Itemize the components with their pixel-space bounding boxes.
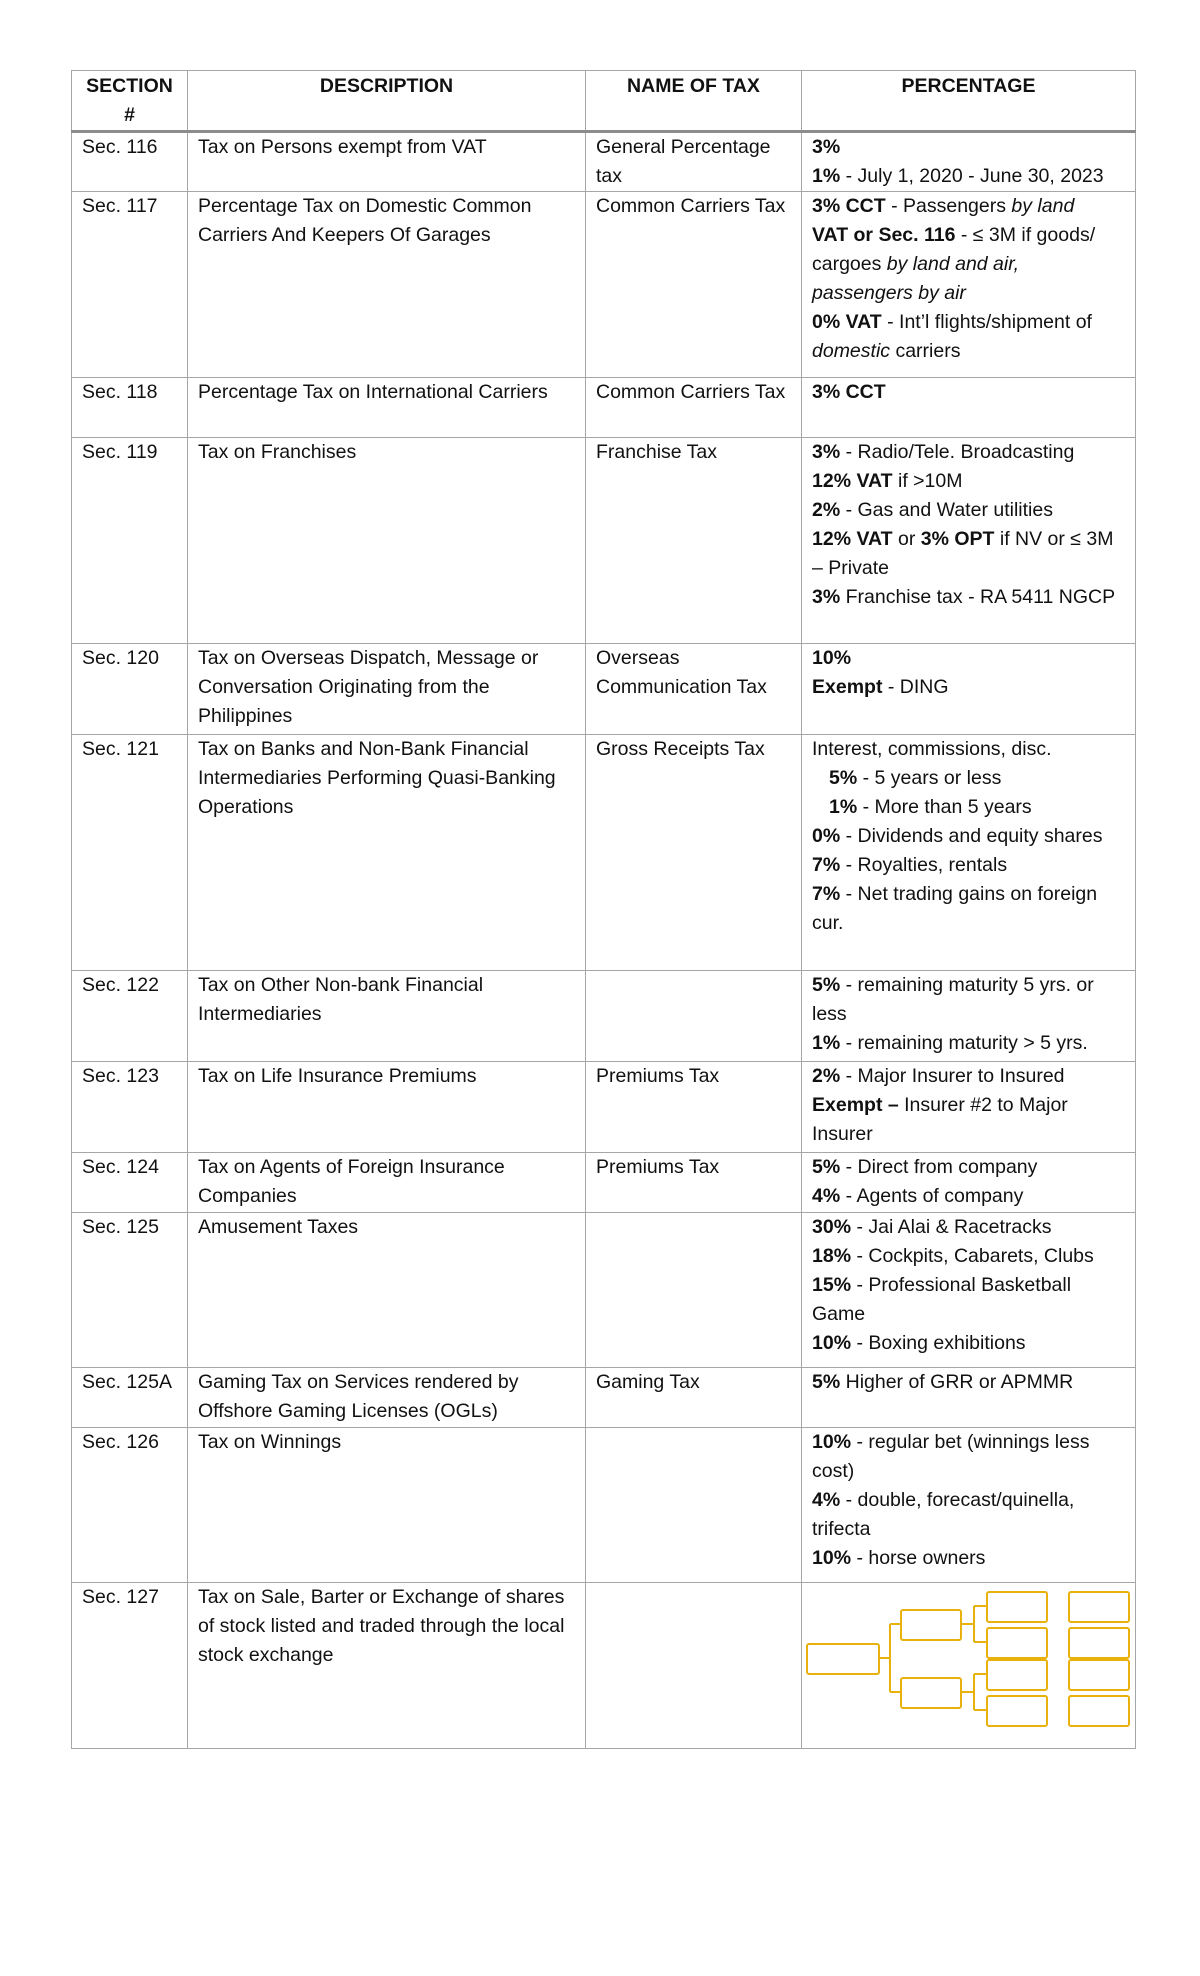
percentage-line (812, 1242, 1125, 1271)
cell-section: Sec. 118 (72, 378, 188, 438)
cell-description: Tax on Persons exempt from VAT (188, 132, 586, 192)
percentage-line (812, 735, 1125, 764)
header-description: DESCRIPTION (188, 71, 586, 132)
percentage-tax-table (71, 70, 1136, 1749)
cell-section: Sec. 126 (72, 1428, 188, 1583)
rate-value: 15% (812, 1274, 852, 1296)
cell-description: Tax on Sale, Barter or Exchange of shares of stock listed and traded through the local stock exchange (188, 1583, 586, 1749)
percentage-line (812, 162, 1125, 191)
rate-text: or (892, 528, 921, 550)
rate-text: - Cockpits, Cabarets, Clubs (851, 1245, 1094, 1267)
cell-percentage (802, 644, 1136, 735)
rate-text: if NV or ≤ 3M – Private (812, 528, 1114, 579)
rate-text: - Passengers (885, 195, 1012, 217)
rate-text: - 5 years or less (857, 767, 1002, 789)
cell-description: Amusement Taxes (188, 1213, 586, 1368)
rate-value: 10% (812, 1332, 852, 1354)
rate-value: 5% (829, 767, 858, 789)
cell-name-of-tax: Gross Receipts Tax (586, 735, 802, 971)
diagram-level1-box (901, 1610, 961, 1640)
cell-description: Tax on Overseas Dispatch, Message or Conversation Originating from the Philippines (188, 644, 586, 735)
diagram-root-box (807, 1644, 879, 1674)
rate-value: 10% (812, 647, 852, 669)
cell-section: Sec. 121 (72, 735, 188, 971)
diagram-level2-box (987, 1660, 1047, 1690)
cell-section: Sec. 124 (72, 1153, 188, 1213)
cell-section: Sec. 123 (72, 1062, 188, 1153)
cell-name-of-tax: Common Carriers Tax (586, 192, 802, 378)
percentage-line (812, 1428, 1125, 1486)
rate-value: 5% (812, 1156, 841, 1178)
cell-description: Gaming Tax on Services rendered by Offshore Gaming Licenses (OGLs) (188, 1368, 586, 1428)
table-row (72, 132, 1136, 192)
cell-percentage (802, 1428, 1136, 1583)
cell-description: Tax on Banks and Non-Bank Financial Intermediaries Performing Quasi-Banking Operations (188, 735, 586, 971)
cell-percentage (802, 1153, 1136, 1213)
rate-value: 12% VAT (812, 528, 893, 550)
cell-percentage (802, 1368, 1136, 1428)
rate-value: 2% (812, 1065, 841, 1087)
rate-value: 1% (812, 165, 841, 187)
rate-value: 3% CCT (812, 195, 886, 217)
cell-name-of-tax: Common Carriers Tax (586, 378, 802, 438)
percentage-line (812, 583, 1125, 612)
rate-text: - ≤ 3M if goods/ cargoes (812, 224, 1096, 275)
percentage-line (812, 1368, 1125, 1397)
cell-percentage (802, 735, 1136, 971)
cell-section: Sec. 120 (72, 644, 188, 735)
rate-text: - Dividends and equity shares (840, 825, 1103, 847)
rate-value: 5% (812, 974, 841, 996)
diagram-connector (960, 1606, 986, 1642)
cell-description: Tax on Life Insurance Premiums (188, 1062, 586, 1153)
rate-text: Insurer #2 to Major Insurer (812, 1094, 1068, 1145)
rate-value: 3% CCT (812, 381, 886, 403)
percentage-line (812, 1153, 1125, 1182)
rate-value: 3% (812, 441, 841, 463)
table-row (72, 378, 1136, 438)
rate-value: 3% (812, 136, 841, 158)
rate-value: 2% (812, 499, 841, 521)
table-row (72, 1062, 1136, 1153)
rate-value: 1% (812, 1032, 841, 1054)
rate-text: - Agents of company (840, 1185, 1024, 1207)
table-body (72, 132, 1136, 1749)
percentage-line (812, 1182, 1125, 1211)
percentage-line (812, 793, 1125, 822)
cell-section: Sec. 125 (72, 1213, 188, 1368)
rate-text: - Net trading gains on foreign cur. (812, 883, 1098, 934)
rate-text: - Major Insurer to Insured (840, 1065, 1065, 1087)
percentage-line (812, 525, 1125, 583)
hierarchy-diagram (806, 1587, 1132, 1737)
rate-text: - Professional Basketball Game (812, 1274, 1072, 1325)
rate-text: - Radio/Tele. Broadcasting (840, 441, 1075, 463)
cell-percentage (802, 971, 1136, 1062)
rate-text: Higher of GRR or APMMR (840, 1371, 1074, 1393)
percentage-line (812, 133, 1125, 162)
rate-text: - Royalties, rentals (840, 854, 1008, 876)
rate-text: by land (1011, 195, 1075, 217)
rate-value: 0% (812, 825, 841, 847)
rate-text: - double, forecast/quinella, trifecta (812, 1489, 1075, 1540)
cell-percentage (802, 1213, 1136, 1368)
percentage-line (812, 971, 1125, 1029)
rate-text: - horse owners (851, 1547, 986, 1569)
cell-percentage (802, 1062, 1136, 1153)
percentage-line (812, 644, 1125, 673)
table-row (72, 1583, 1136, 1749)
percentage-line (812, 1029, 1125, 1058)
rate-value: 3% (812, 586, 841, 608)
diagram-level1-box (901, 1678, 961, 1708)
percentage-line (812, 496, 1125, 525)
cell-name-of-tax: Premiums Tax (586, 1153, 802, 1213)
rate-value: 12% VAT (812, 470, 893, 492)
cell-name-of-tax: Premiums Tax (586, 1062, 802, 1153)
rate-text: if >10M (892, 470, 963, 492)
percentage-line (812, 221, 1125, 308)
cell-section: Sec. 125A (72, 1368, 188, 1428)
header-percentage: PERCENTAGE (802, 71, 1136, 132)
diagram-level2-box (987, 1696, 1047, 1726)
rate-text: - Boxing exhibitions (851, 1332, 1026, 1354)
percentage-line (812, 1062, 1125, 1091)
table-row (72, 644, 1136, 735)
rate-value: 7% (812, 854, 841, 876)
cell-percentage (802, 378, 1136, 438)
table-row (72, 1153, 1136, 1213)
rate-text: - July 1, 2020 - June 30, 2023 (840, 165, 1104, 187)
cell-section: Sec. 119 (72, 438, 188, 644)
diagram-level2-box (1069, 1628, 1129, 1658)
cell-section: Sec. 117 (72, 192, 188, 378)
cell-description: Percentage Tax on Domestic Common Carriers And Keepers Of Garages (188, 192, 586, 378)
percentage-line (812, 308, 1125, 366)
cell-name-of-tax: Overseas Communication Tax (586, 644, 802, 735)
table-row (72, 438, 1136, 644)
cell-description: Tax on Other Non-bank Financial Intermediaries (188, 971, 586, 1062)
rate-value: 0% VAT (812, 311, 882, 333)
rate-text: - Int’l flights/shipment of (881, 311, 1092, 333)
header-name-of-tax: NAME OF TAX (586, 71, 802, 132)
rate-text: - remaining maturity > 5 yrs. (840, 1032, 1088, 1054)
rate-value: 5% (812, 1371, 841, 1393)
rate-text: - Direct from company (840, 1156, 1038, 1178)
rate-text: Franchise tax - RA 5411 NGCP (840, 586, 1116, 608)
diagram-level2-box (1069, 1592, 1129, 1622)
table-row (72, 1213, 1136, 1368)
cell-section: Sec. 127 (72, 1583, 188, 1749)
rate-text: - regular bet (winnings less cost) (812, 1431, 1090, 1482)
header-section: SECTION # (72, 71, 188, 132)
cell-description: Tax on Winnings (188, 1428, 586, 1583)
percentage-line (812, 764, 1125, 793)
cell-description: Tax on Franchises (188, 438, 586, 644)
table-header-row (72, 71, 1136, 132)
cell-name-of-tax (586, 1583, 802, 1749)
table-row (72, 1428, 1136, 1583)
cell-percentage (802, 438, 1136, 644)
rate-value: Exempt – (812, 1094, 899, 1116)
table-row (72, 971, 1136, 1062)
rate-text: - Gas and Water utilities (840, 499, 1053, 521)
percentage-line (812, 880, 1125, 938)
rate-text: domestic (812, 340, 891, 362)
percentage-line (812, 192, 1125, 221)
rate-text: - Jai Alai & Racetracks (851, 1216, 1052, 1238)
diagram-level2-box (987, 1592, 1047, 1622)
percentage-line (812, 1329, 1125, 1358)
rate-text: Interest, commissions, disc. (812, 738, 1052, 760)
rate-text: - DING (882, 676, 949, 698)
cell-name-of-tax (586, 1213, 802, 1368)
diagram-connector (878, 1624, 900, 1692)
cell-percentage (802, 132, 1136, 192)
cell-percentage (802, 192, 1136, 378)
percentage-line (812, 1544, 1125, 1573)
rate-value: 10% (812, 1431, 852, 1453)
rate-value: 4% (812, 1185, 841, 1207)
rate-value: 1% (829, 796, 858, 818)
percentage-line (812, 822, 1125, 851)
percentage-line (812, 1486, 1125, 1544)
cell-section: Sec. 116 (72, 132, 188, 192)
percentage-line (812, 851, 1125, 880)
percentage-line (812, 1091, 1125, 1149)
diagram-level2-box (1069, 1660, 1129, 1690)
rate-value: Exempt (812, 676, 883, 698)
rate-text: by land and air, passengers by air (812, 253, 1020, 304)
rate-value: 3% OPT (920, 528, 995, 550)
cell-name-of-tax: General Percentage tax (586, 132, 802, 192)
cell-description: Percentage Tax on International Carriers (188, 378, 586, 438)
rate-text: - remaining maturity 5 yrs. or less (812, 974, 1094, 1025)
rate-text: carriers (890, 340, 961, 362)
cell-section: Sec. 122 (72, 971, 188, 1062)
rate-text: - More than 5 years (857, 796, 1032, 818)
table-row (72, 192, 1136, 378)
cell-percentage (802, 1583, 1136, 1749)
rate-value: 18% (812, 1245, 852, 1267)
rate-value: 30% (812, 1216, 852, 1238)
diagram-level2-box (1069, 1696, 1129, 1726)
cell-name-of-tax (586, 1428, 802, 1583)
rate-value: VAT or Sec. 116 (812, 224, 956, 246)
cell-description: Tax on Agents of Foreign Insurance Companies (188, 1153, 586, 1213)
percentage-line (812, 378, 1125, 407)
percentage-line (812, 438, 1125, 467)
table-row (72, 1368, 1136, 1428)
percentage-line (812, 1213, 1125, 1242)
percentage-line (812, 1271, 1125, 1329)
cell-name-of-tax: Franchise Tax (586, 438, 802, 644)
percentage-line (812, 673, 1125, 702)
rate-value: 4% (812, 1489, 841, 1511)
diagram-connector (960, 1674, 986, 1710)
cell-name-of-tax (586, 971, 802, 1062)
percentage-line (812, 467, 1125, 496)
rate-value: 10% (812, 1547, 852, 1569)
cell-name-of-tax: Gaming Tax (586, 1368, 802, 1428)
table-row (72, 735, 1136, 971)
rate-value: 7% (812, 883, 841, 905)
diagram-level2-box (987, 1628, 1047, 1658)
